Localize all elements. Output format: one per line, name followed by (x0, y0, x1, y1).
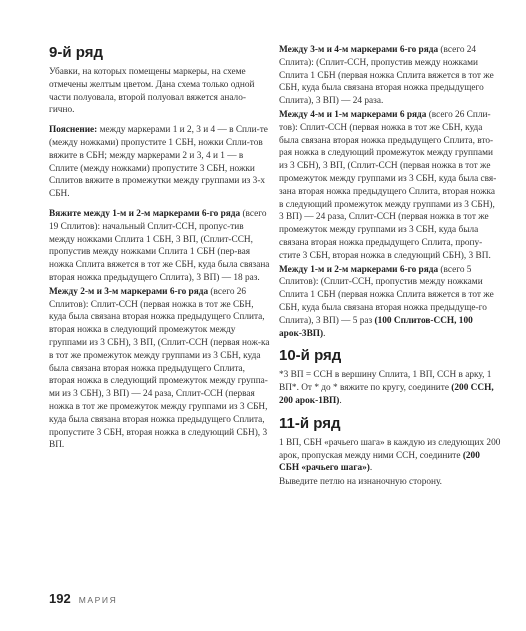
markers-3-4-text: (всего 24 Сплита): (Сплит-ССН, пропустив между ножками Сплита 1 СБН (первая ножка Сплита вяжется в тот же СБН, куда была связана вторая ножка предыдущего Сплита), 3 ВП) — 24 раза. (279, 45, 494, 107)
markers-4-1-label: Между 4-м и 1-м маркерами 6 ряда (279, 109, 427, 120)
row10-text: *3 ВП = ССН в вершину Сплита, 1 ВП, ССН в арку, 1 ВП*. От * до * вяжите по кругу, соедините (279, 370, 492, 394)
row9-heading: 9-й ряд (49, 44, 103, 61)
period: . (369, 463, 373, 474)
markers-2-3-paragraph (49, 286, 271, 452)
explanation-text: между маркерами 1 и 2, 3 и 4 — в Спли-те (между ножками) пропустите 1 СБН, ножки Спли-тов вяжите в СБН; между маркерами 2 и 3, 4 и 1 — в Сплите (между ножками) пропустите 3 СБН, ножки Сплитов вяжите в промежутки между группами из 3-х СБН. (49, 125, 268, 200)
row9-intro: Убавки, на которых помещены маркеры, на схеме отмечены желтым цветом. Дана схема только одной части полуовала, второй полуовал вяжется анало-гично. (49, 67, 255, 116)
markers-1-2-second-text: (всего 5 Сплитов): (Сплит-ССН, пропустив между ножками Сплита 1 СБН (первая ножка Сплита вяжется в тот же СБН, куда была связана вторая ножка предыдуще-го Сплита), 3 ВП) — 5 раз (279, 264, 494, 326)
row10-heading: 10-й ряд (279, 347, 342, 365)
markers-1-2-text: (всего 19 Сплитов): начальный Сплит-ССН, пропус-тив между ножками Сплита 1 СБН, 3 ВП, (Сплит-ССН, пропустив между ножками Сплита 1 СБН (пер-вая ножка Сплита вяжется в тот же СБН, куда была связана вторая ножка предыдущего Сплита), 3 ВП) — 18 раз. (49, 208, 270, 283)
author-name: МАРИЯ (78, 595, 118, 605)
markers-2-3-text: (всего 26 Сплитов): Сплит-ССН (первая ножка в тот же СБН, куда была связана вторая ножка предыдущего Сплита, вторая ножка в следующий промежуток между группами из 3 СБН), 3 ВП, (Сплит-ССН (первая нож-ка в тот же промежуток между группами из 3 СБН, куда была связана вторая ножка предыдущего Сплита, вторая ножка в следующий промежуток между группа-ми из 3 СБН), 3 ВП) — 24 раза, Сплит-ССН (первая ножка в тот же промежуток между группами из 3 СБН, куда была связана вторая ножка предыдущего Сплита, пропустите 3 СБН, вторая ножка в следующий СБН), 3 ВП. (49, 286, 270, 451)
row11-final: Выведите петлю на изнаночную сторону. (279, 477, 443, 488)
right-column (279, 44, 501, 496)
row11-heading: 11-й ряд (279, 414, 341, 432)
markers-4-1-paragraph (279, 109, 501, 263)
markers-1-2-paragraph (49, 208, 271, 285)
row10-paragraph (279, 369, 501, 407)
explanation-label: Пояснение: (49, 125, 98, 136)
markers-3-4-label: Между 3-м и 4-м маркерами 6-го ряда (279, 45, 439, 55)
page-number: 192 (49, 591, 71, 606)
explanation-paragraph (49, 124, 271, 201)
left-column (49, 44, 271, 459)
markers-2-3-label: Между 2-м и 3-м маркерами 6-го ряда (49, 286, 209, 297)
markers-3-4-paragraph (279, 44, 501, 108)
row11-result: (200 СБН «рачьего шага») (279, 450, 480, 474)
page-footer (49, 590, 117, 608)
markers-1-2-second-label: Между 1-м и 2-м маркерами 6-го ряда (279, 264, 439, 275)
period: . (323, 328, 326, 339)
row11-paragraph (279, 437, 501, 475)
markers-4-1-text: (всего 26 Спли-тов): Сплит-ССН (первая ножка в тот же СБН, куда была связана вторая ножка предыдущего Сплита, вто-рая ножка в следующий промежуток между группами из 3 СБН), 3 ВП, (Сплит-ССН (первая ножка в тот же промежуток между группами из 3 СБН, куда была свя-зана вторая ножка предыдущего Сплита, вторая ножка в следующий промежуток между группами из 3 СБН), 3 ВП) — 24 раза, Сплит-ССН (первая ножка в тот же промежуток между группами из 3 СБН, куда была связана вторая ножка предыдущего Сплита, пропу-стите 3 СБН, вторая ножка в следующий СБН), 3 ВП. (279, 109, 497, 261)
row11-text: 1 ВП, СБН «рачьего шага» в каждую из следующих 200 арок, пропуская между ними ССН, соедините (279, 437, 501, 461)
row10-result: (200 ССН, 200 арок-1ВП) (279, 383, 494, 406)
period: . (339, 395, 342, 406)
markers-1-2-second-paragraph (279, 264, 501, 341)
markers-1-2-label: Вяжите между 1-м и 2-м маркерами 6-го ряда (49, 208, 241, 219)
markers-1-2-second-result: (100 Сплитов-ССН, 100 арок-3ВП) (279, 315, 473, 339)
